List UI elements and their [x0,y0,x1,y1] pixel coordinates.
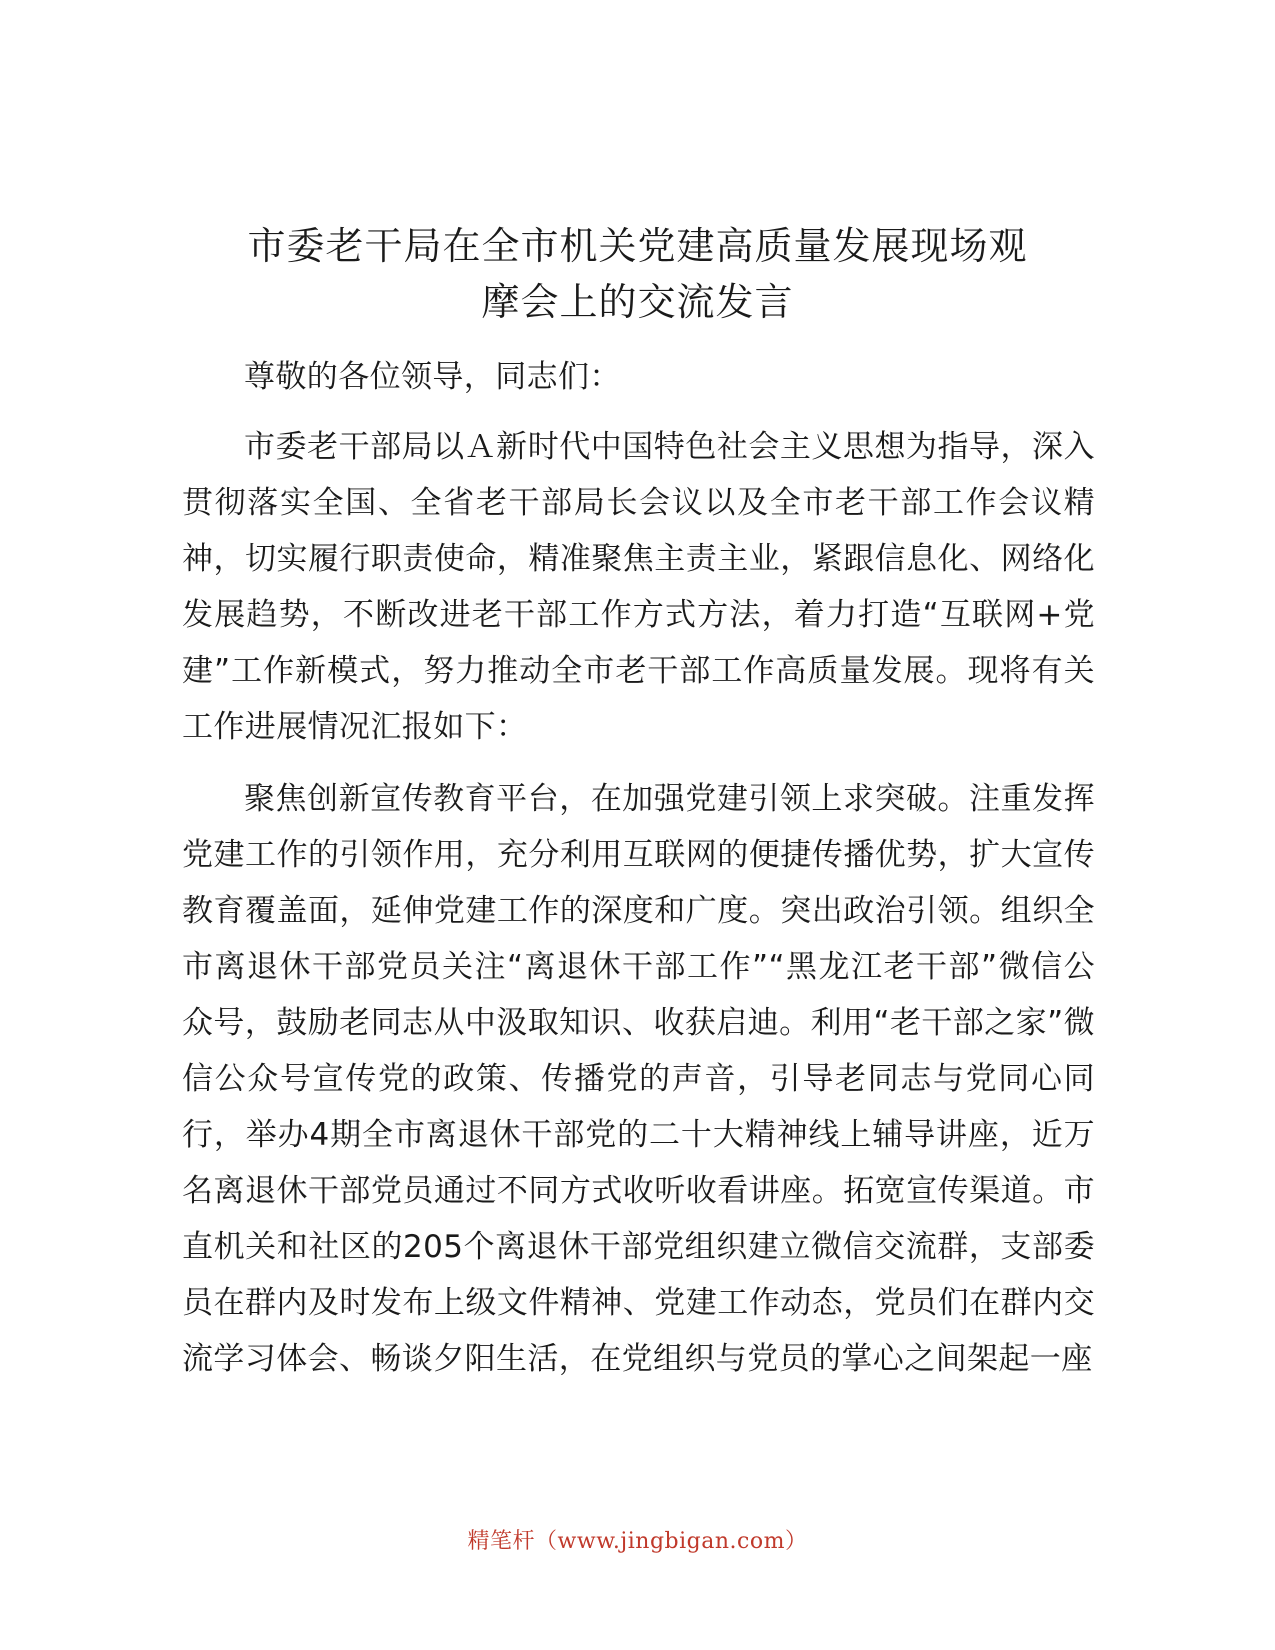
document-body [182,349,1095,1403]
paragraph-propaganda: 聚焦创新宣传教育平台，在加强党建引领上求突破。注重发挥党建工作的引领作用，充分利用互联网的便捷传播优势，扩大宣传教育覆盖面，延伸党建工作的深度和广度。突出政治引领。组织全市离退休干部党员关注“离退休干部工作”“黑龙江老干部”微信公众号，鼓励老同志从中汲取知识、收获启迪。利用“老干部之家”微信公众号宣传党的政策、传播党的声音，引导老同志与党同心同行，举办4期全市离退休干部党的二十大精神线上辅导讲座，近万名离退休干部党员通过不同方式收听收看讲座。拓宽宣传渠道。市直机关和社区的205个离退休干部党组织建立微信交流群，支部委员在群内及时发布上级文件精神、党建工作动态，党员们在群内交流学习体会、畅谈夕阳生活，在党组织与党员的掌心之间架起一座 [182,781,1095,1377]
title-line-2: 摩会上的交流发言 [481,280,794,324]
footer-watermark: 精笔杆（www.jingbigan.com） [467,1529,808,1554]
title-line-1: 市委老干局在全市机关党建高质量发展现场观 [247,224,1028,268]
salutation: 尊敬的各位领导，同志们： [244,359,621,395]
document-title [180,218,1095,330]
paragraph-intro: 市委老干部局以Ａ新时代中国特色社会主义思想为指导，深入贯彻落实全国、全省老干部局长会议以及全市老干部工作会议精神，切实履行职责使命，精准聚焦主责主业，紧跟信息化、网络化发展趋势，不断改进老干部工作方式方法，着力打造“互联网+党建”工作新模式，努力推动全市老干部工作高质量发展。现将有关工作进展情况汇报如下： [182,429,1095,745]
